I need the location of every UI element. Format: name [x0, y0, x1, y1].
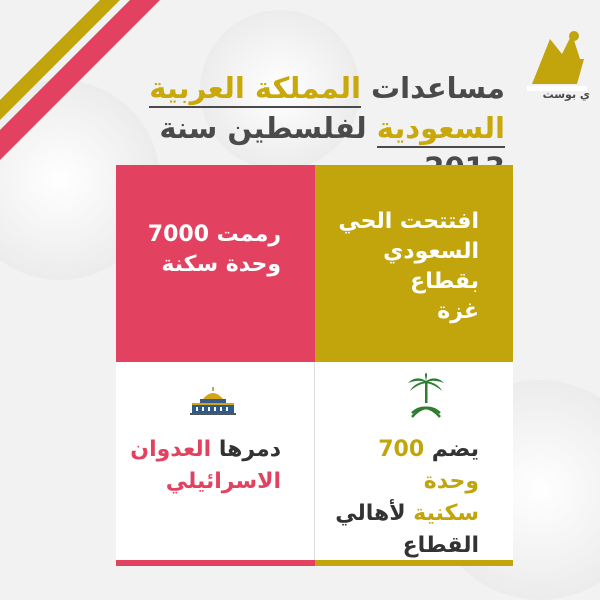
cell-restored-units — [116, 165, 315, 362]
cell-text: يضم — [424, 437, 479, 462]
logo-text: ي بوست — [542, 88, 590, 101]
title-highlight: المملكة العربية — [149, 71, 361, 108]
cell-text: افتتحت الحي — [338, 209, 479, 234]
cell-text: الاسرائيلي — [165, 469, 281, 494]
title-line-1 — [85, 68, 505, 108]
cell-text: رممت 7000 — [147, 222, 281, 247]
cell-text: وحدة سكنة — [161, 252, 281, 277]
cell-text: السعودي بقطاع — [383, 239, 479, 294]
cell-text: 700 وحدة — [378, 437, 479, 494]
bottom-bar — [116, 560, 513, 566]
cell-text: سكنية — [413, 501, 479, 526]
info-grid — [116, 165, 513, 565]
bottom-bar-pink — [116, 560, 315, 566]
bottom-bar-gold — [315, 560, 513, 566]
divider — [314, 362, 315, 560]
title-text: لفلسطين سنة — [159, 111, 367, 145]
cell-text: لأهالي — [335, 501, 414, 526]
cell-text: العدوان — [130, 437, 212, 462]
cell-text: غزة — [437, 299, 479, 324]
cell-saudi-district — [315, 165, 513, 362]
title-text: مساعدات — [360, 71, 505, 105]
cell-text: القطاع — [402, 533, 479, 558]
title-highlight: السعودية — [377, 111, 505, 148]
saudi-emblem-icon — [406, 373, 446, 421]
dome-of-the-rock-icon — [188, 387, 238, 415]
cell-text: دمرها — [211, 437, 281, 462]
